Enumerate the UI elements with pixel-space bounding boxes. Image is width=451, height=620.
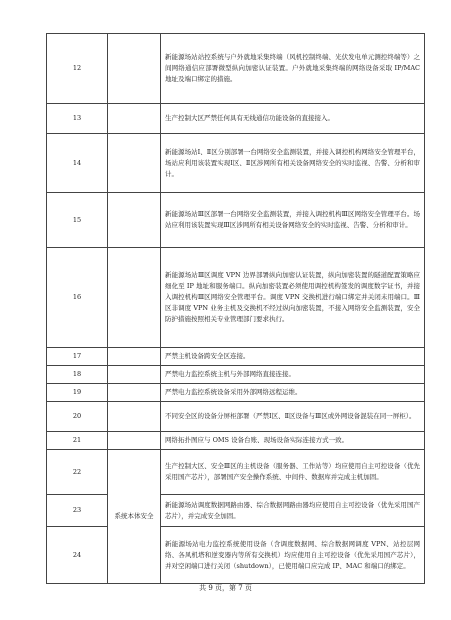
row-number: 24 [47, 527, 108, 584]
row-requirement: 不同安全区的设备分屏柜部署（严禁Ⅰ区、Ⅱ区设备与Ⅲ区或外网设备混装在同一屏柜）。 [161, 402, 425, 432]
row-number: 23 [47, 495, 108, 527]
row-category [108, 134, 161, 193]
row-category [108, 402, 161, 432]
table-row [47, 527, 425, 584]
row-category [108, 193, 161, 248]
table-row [47, 193, 425, 248]
row-requirement: 生产控制大区、安全Ⅲ区的主机设备（服务器、工作站等）均应使用自主可控设备（优先采用国产芯片），部署国产安全操作系统、中间件、数据库并完成主机加固。 [161, 450, 425, 495]
row-number: 14 [47, 134, 108, 193]
row-requirement: 新能源场站Ⅲ区部署一台网络安全监测装置，并接入调控机构Ⅲ区网络安全管理平台。场站应利用该装置实现Ⅲ区涉网所有相关设备网络安全的实时监视、告警、分析和审计。 [161, 193, 425, 248]
table-row [47, 366, 425, 384]
row-requirement: 严禁电力监控系统主机与外部网络直接连接。 [161, 366, 425, 384]
row-requirement: 新能源场站Ⅲ区调度 VPN 边界部署纵向加密认证装置，纵向加密装置的隧道配置策略应细化至 IP 地址和服务端口。纵向加密装置必须使用调控机构签发的调度数字证书，并接入调控机构Ⅲ区网络安全管理平台。调度 VPN 交换机进行端口绑定并关闭未用端口。Ⅲ区非调度 VPN 业务主机及交换机不经过纵向加密装置，不接入网络安全监测装置，安全防护措施按照相关专业管理部门要求执行。 [161, 248, 425, 348]
row-number: 15 [47, 193, 108, 248]
page-footer: 共 9 页，第 7 页 [199, 584, 252, 592]
row-category [108, 34, 161, 104]
row-category [108, 432, 161, 450]
row-number: 19 [47, 384, 108, 402]
row-requirement: 严禁主机设备跨安全区连接。 [161, 348, 425, 366]
table-row [47, 104, 425, 134]
row-number: 16 [47, 248, 108, 348]
row-number: 17 [47, 348, 108, 366]
row-category [108, 348, 161, 366]
row-category [108, 384, 161, 402]
row-number: 12 [47, 34, 108, 104]
row-requirement: 新能源场站调度数据网路由器、综合数据网路由器均应使用自主可控设备（优先采用国产芯片），并完成安全加固。 [161, 495, 425, 527]
row-number: 21 [47, 432, 108, 450]
table-row [47, 402, 425, 432]
table-row [47, 34, 425, 104]
row-category [108, 104, 161, 134]
table-row [47, 134, 425, 193]
requirements-table [46, 33, 425, 584]
table-row [47, 450, 425, 495]
row-requirement: 新能源场站Ⅰ、Ⅱ区分别部署一台网络安全监测装置，并接入调控机构网络安全管理平台，场站应利用该装置实现Ⅰ区、Ⅱ区涉网所有相关设备网络安全的实时监视、告警、分析和审计。 [161, 134, 425, 193]
table-row [47, 432, 425, 450]
row-requirement: 新能源场站电力监控系统使用设备（含调度数据网、综合数据网调度 VPN、站控层网络、各风机塔和逆变器内等所有交换机）均应使用自主可控设备（优先采用国产芯片），并对空闲端口进行关闭（shutdown），已使用端口应完成 IP、MAC 和端口的绑定。 [161, 527, 425, 584]
row-number: 20 [47, 402, 108, 432]
table-row [47, 384, 425, 402]
row-category [108, 366, 161, 384]
row-number: 13 [47, 104, 108, 134]
table-row [47, 248, 425, 348]
row-requirement: 网络拓扑图应与 OMS 设备台账、现场设备实际连接方式一致。 [161, 432, 425, 450]
row-number: 18 [47, 366, 108, 384]
row-number: 22 [47, 450, 108, 495]
row-requirement: 生产控制大区严禁任何具有无线通信功能设备的直接接入。 [161, 104, 425, 134]
table-row [47, 348, 425, 366]
row-requirement: 新能源场站站控系统与户外就地采集终端（风机控制终端、光伏发电单元测控终端等）之间网络通信应部署微型纵向加密认证装置。户外就地采集终端的网络设备采取 IP/MAC 地址及端口绑定的措施。 [161, 34, 425, 104]
row-category: 系统本体安全 [108, 450, 161, 584]
row-requirement: 严禁电力监控系统设备采用外部网络远程运维。 [161, 384, 425, 402]
row-category [108, 248, 161, 348]
table-row [47, 495, 425, 527]
